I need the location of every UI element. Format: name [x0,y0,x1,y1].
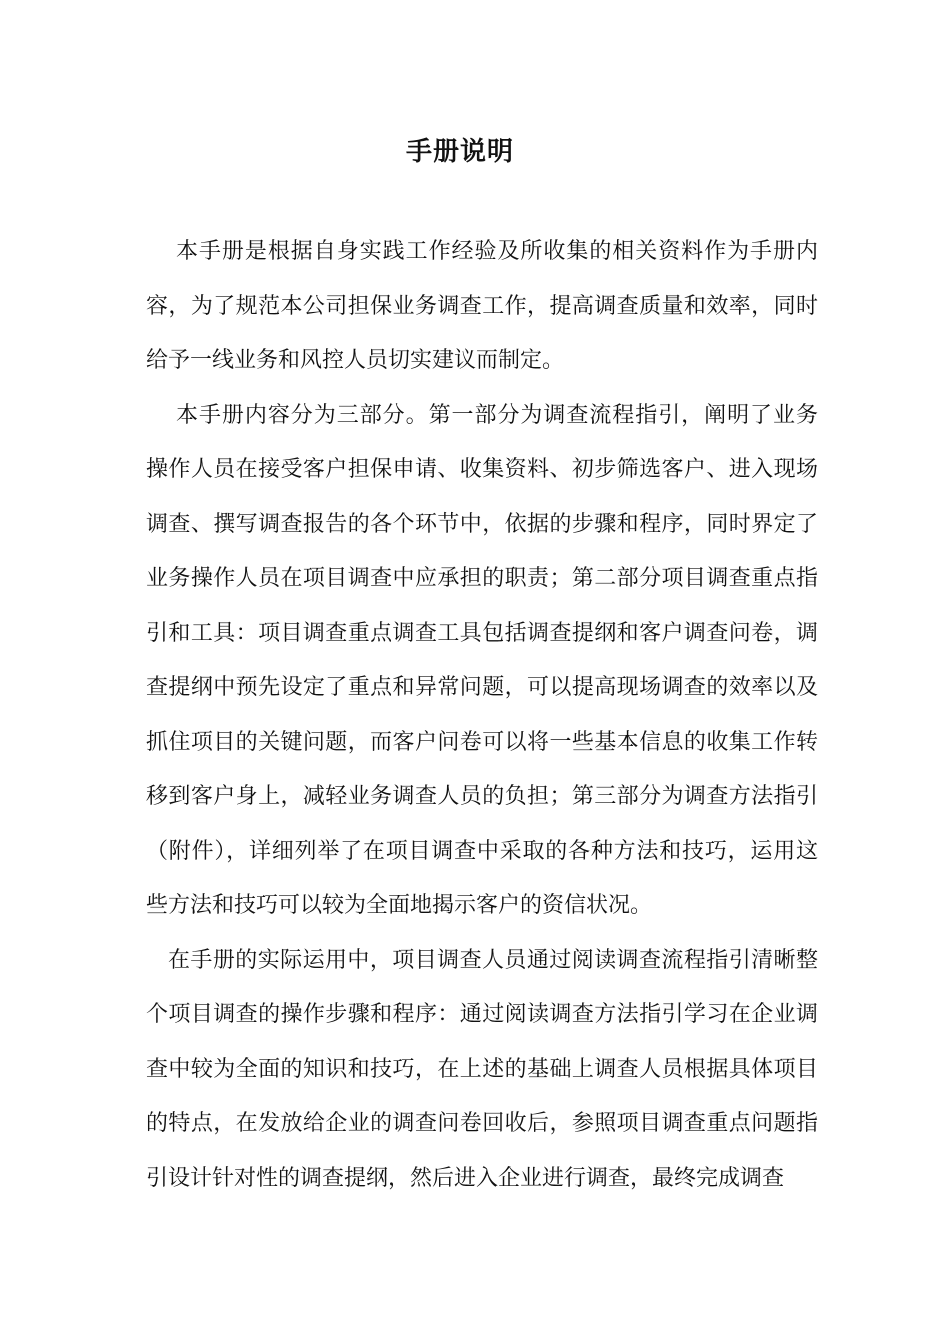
body-line: （附件），详细列举了在项目调查中采取的各种方法和技巧，运用这 [146,838,818,864]
body-line: 在手册的实际运用中，项目调查人员通过阅读调查流程指引清晰整 [168,947,818,973]
document-body [146,234,818,1215]
body-line: 查提纲中预先设定了重点和异常问题，可以提高现场调查的效率以及 [146,675,818,700]
body-line: 给予一线业务和风控人员切实建议而制定。 [146,348,565,373]
body-line: 个项目调查的操作步骤和程序：通过阅读调查方法指引学习在企业调 [146,1002,818,1027]
body-line: 些方法和技巧可以较为全面地揭示客户的资信状况。 [146,893,653,918]
body-line: 容，为了规范本公司担保业务调查工作，提高调查质量和效率，同时 [146,293,818,319]
body-line: 引和工具：项目调查重点调查工具包括调查提纲和客户调查问卷，调 [146,620,818,646]
body-line: 调查、撰写调查报告的各个环节中，依据的步骤和程序，同时界定了 [146,511,818,537]
document-title: 手册说明 [405,137,514,167]
body-line: 本手册内容分为三部分。第一部分为调查流程指引，阐明了业务 [176,402,818,428]
body-line: 引设计针对性的调查提纲，然后进入企业进行调查，最终完成调查 [146,1165,785,1191]
body-line: 移到客户身上，减轻业务调查人员的负担；第三部分为调查方法指引 [146,784,818,809]
body-line: 本手册是根据自身实践工作经验及所收集的相关资料作为手册内 [176,239,818,264]
body-line: 抓住项目的关键问题，而客户问卷可以将一些基本信息的收集工作转 [146,729,818,755]
body-line: 业务操作人员在项目调查中应承担的职责；第二部分项目调查重点指 [146,566,818,591]
body-line: 的特点，在发放给企业的调查问卷回收后，参照项目调查重点问题指 [146,1111,818,1136]
body-line: 查中较为全面的知识和技巧，在上述的基础上调查人员根据具体项目 [146,1056,818,1082]
body-line: 操作人员在接受客户担保申请、收集资料、初步筛选客户、进入现场 [146,457,818,482]
